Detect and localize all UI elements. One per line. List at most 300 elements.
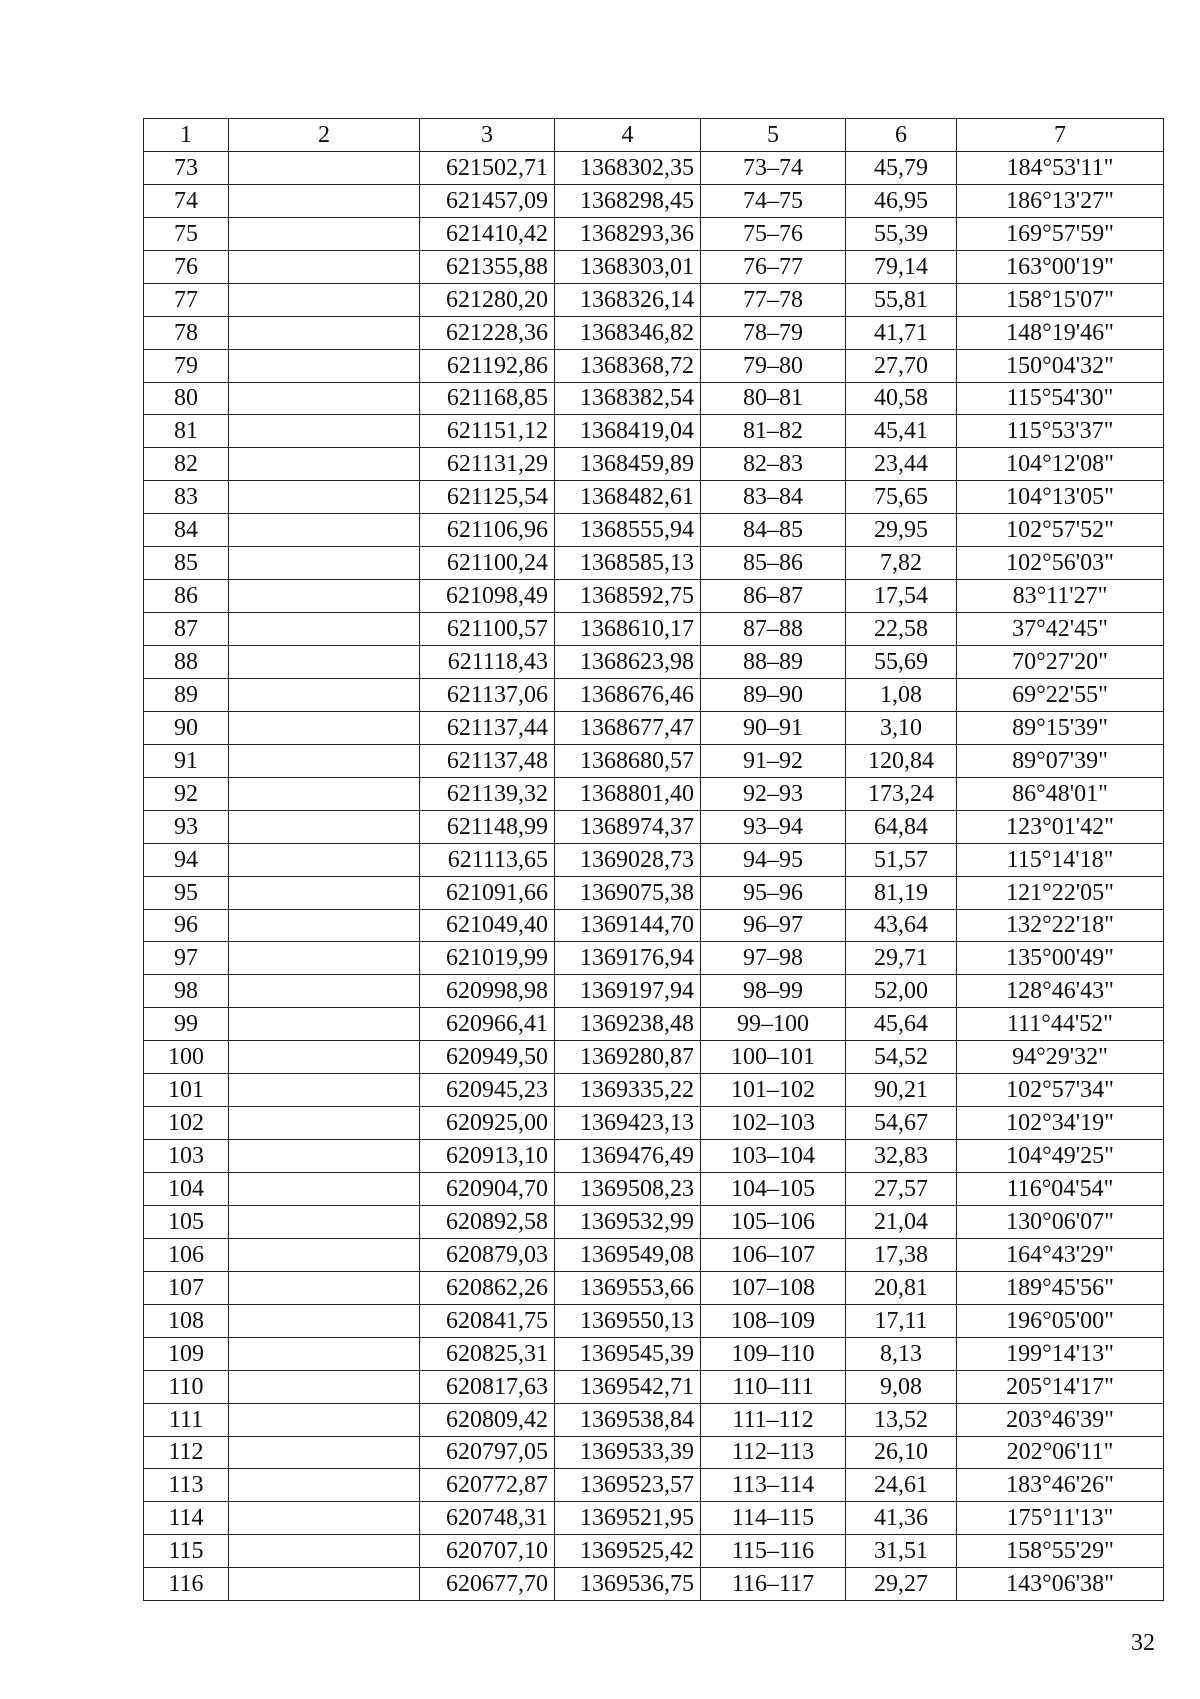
x-coordinate-cell: 620904,70: [420, 1173, 555, 1206]
y-coordinate-cell: 1369521,95: [555, 1502, 701, 1535]
length-cell: 8,13: [846, 1337, 957, 1370]
x-coordinate-cell: 621457,09: [420, 184, 555, 217]
point-number-cell: 101: [144, 1074, 229, 1107]
bearing-cell: 116°04'54": [957, 1173, 1164, 1206]
length-cell: 17,54: [846, 580, 957, 613]
description-cell: [229, 514, 420, 547]
y-coordinate-cell: 1369423,13: [555, 1107, 701, 1140]
length-cell: 29,27: [846, 1568, 957, 1601]
table-row: [144, 349, 1164, 382]
bearing-cell: 70°27'20": [957, 646, 1164, 679]
bearing-cell: 164°43'29": [957, 1238, 1164, 1271]
table-row: [144, 547, 1164, 580]
y-coordinate-cell: 1368459,89: [555, 448, 701, 481]
description-cell: [229, 151, 420, 184]
y-coordinate-cell: 1369476,49: [555, 1140, 701, 1173]
bearing-cell: 102°57'52": [957, 514, 1164, 547]
x-coordinate-cell: 621106,96: [420, 514, 555, 547]
x-coordinate-cell: 621192,86: [420, 349, 555, 382]
point-number-cell: 100: [144, 1041, 229, 1074]
x-coordinate-cell: 621118,43: [420, 646, 555, 679]
y-coordinate-cell: 1368382,54: [555, 382, 701, 415]
description-cell: [229, 547, 420, 580]
segment-cell: 80–81: [701, 382, 846, 415]
y-coordinate-cell: 1369545,39: [555, 1337, 701, 1370]
segment-cell: 99–100: [701, 1008, 846, 1041]
description-cell: [229, 1205, 420, 1238]
point-number-cell: 86: [144, 580, 229, 613]
table-row: [144, 1271, 1164, 1304]
description-cell: [229, 1107, 420, 1140]
segment-cell: 105–106: [701, 1205, 846, 1238]
length-cell: 52,00: [846, 975, 957, 1008]
length-cell: 46,95: [846, 184, 957, 217]
x-coordinate-cell: 620748,31: [420, 1502, 555, 1535]
table-row: [144, 217, 1164, 250]
table-row: [144, 580, 1164, 613]
point-number-cell: 81: [144, 415, 229, 448]
table-row: [144, 1304, 1164, 1337]
length-cell: 54,52: [846, 1041, 957, 1074]
table-row: [144, 678, 1164, 711]
y-coordinate-cell: 1368326,14: [555, 283, 701, 316]
segment-cell: 81–82: [701, 415, 846, 448]
x-coordinate-cell: 620677,70: [420, 1568, 555, 1601]
x-coordinate-cell: 621019,99: [420, 942, 555, 975]
bearing-cell: 121°22'05": [957, 876, 1164, 909]
length-cell: 45,64: [846, 1008, 957, 1041]
table-row: [144, 1436, 1164, 1469]
y-coordinate-cell: 1368610,17: [555, 613, 701, 646]
table-row: [144, 1535, 1164, 1568]
x-coordinate-cell: 620809,42: [420, 1403, 555, 1436]
bearing-cell: 104°12'08": [957, 448, 1164, 481]
point-number-cell: 104: [144, 1173, 229, 1206]
table-row: [144, 1337, 1164, 1370]
point-number-cell: 78: [144, 316, 229, 349]
length-cell: 64,84: [846, 810, 957, 843]
x-coordinate-cell: 620925,00: [420, 1107, 555, 1140]
length-cell: 23,44: [846, 448, 957, 481]
y-coordinate-cell: 1368623,98: [555, 646, 701, 679]
length-cell: 32,83: [846, 1140, 957, 1173]
length-cell: 17,11: [846, 1304, 957, 1337]
segment-cell: 113–114: [701, 1469, 846, 1502]
description-cell: [229, 909, 420, 942]
y-coordinate-cell: 1369523,57: [555, 1469, 701, 1502]
segment-cell: 83–84: [701, 481, 846, 514]
y-coordinate-cell: 1369028,73: [555, 843, 701, 876]
length-cell: 55,81: [846, 283, 957, 316]
segment-cell: 87–88: [701, 613, 846, 646]
table-row: [144, 250, 1164, 283]
y-coordinate-cell: 1369508,23: [555, 1173, 701, 1206]
table-row: [144, 1140, 1164, 1173]
segment-cell: 96–97: [701, 909, 846, 942]
bearing-cell: 115°53'37": [957, 415, 1164, 448]
point-number-cell: 111: [144, 1403, 229, 1436]
bearing-cell: 128°46'43": [957, 975, 1164, 1008]
segment-cell: 79–80: [701, 349, 846, 382]
bearing-cell: 143°06'38": [957, 1568, 1164, 1601]
x-coordinate-cell: 621148,99: [420, 810, 555, 843]
description-cell: [229, 184, 420, 217]
coordinates-table: [143, 118, 1164, 1601]
length-cell: 40,58: [846, 382, 957, 415]
point-number-cell: 102: [144, 1107, 229, 1140]
segment-cell: 91–92: [701, 744, 846, 777]
x-coordinate-cell: 621113,65: [420, 843, 555, 876]
segment-cell: 85–86: [701, 547, 846, 580]
point-number-cell: 103: [144, 1140, 229, 1173]
segment-cell: 109–110: [701, 1337, 846, 1370]
description-cell: [229, 1502, 420, 1535]
bearing-cell: 37°42'45": [957, 613, 1164, 646]
segment-cell: 106–107: [701, 1238, 846, 1271]
description-cell: [229, 646, 420, 679]
table-row: [144, 876, 1164, 909]
y-coordinate-cell: 1369525,42: [555, 1535, 701, 1568]
x-coordinate-cell: 621137,44: [420, 711, 555, 744]
table-row: [144, 711, 1164, 744]
y-coordinate-cell: 1369553,66: [555, 1271, 701, 1304]
table-row: [144, 613, 1164, 646]
segment-cell: 101–102: [701, 1074, 846, 1107]
description-cell: [229, 1140, 420, 1173]
length-cell: 79,14: [846, 250, 957, 283]
point-number-cell: 115: [144, 1535, 229, 1568]
table-row: [144, 975, 1164, 1008]
table-row: [144, 415, 1164, 448]
length-cell: 41,36: [846, 1502, 957, 1535]
description-cell: [229, 1173, 420, 1206]
length-cell: 3,10: [846, 711, 957, 744]
point-number-cell: 96: [144, 909, 229, 942]
point-number-cell: 73: [144, 151, 229, 184]
description-cell: [229, 613, 420, 646]
bearing-cell: 163°00'19": [957, 250, 1164, 283]
y-coordinate-cell: 1369536,75: [555, 1568, 701, 1601]
length-cell: 41,71: [846, 316, 957, 349]
bearing-cell: 86°48'01": [957, 777, 1164, 810]
table-row: [144, 514, 1164, 547]
point-number-cell: 99: [144, 1008, 229, 1041]
bearing-cell: 205°14'17": [957, 1370, 1164, 1403]
y-coordinate-cell: 1369550,13: [555, 1304, 701, 1337]
bearing-cell: 83°11'27": [957, 580, 1164, 613]
bearing-cell: 104°13'05": [957, 481, 1164, 514]
description-cell: [229, 1271, 420, 1304]
segment-cell: 97–98: [701, 942, 846, 975]
table-row: [144, 1403, 1164, 1436]
segment-cell: 88–89: [701, 646, 846, 679]
length-cell: 29,71: [846, 942, 957, 975]
page-number: 32: [1131, 1630, 1155, 1656]
segment-cell: 115–116: [701, 1535, 846, 1568]
bearing-cell: 69°22'55": [957, 678, 1164, 711]
y-coordinate-cell: 1368677,47: [555, 711, 701, 744]
segment-cell: 107–108: [701, 1271, 846, 1304]
x-coordinate-cell: 621228,36: [420, 316, 555, 349]
x-coordinate-cell: 620817,63: [420, 1370, 555, 1403]
point-number-cell: 85: [144, 547, 229, 580]
segment-cell: 94–95: [701, 843, 846, 876]
segment-cell: 116–117: [701, 1568, 846, 1601]
length-cell: 22,58: [846, 613, 957, 646]
y-coordinate-cell: 1368801,40: [555, 777, 701, 810]
y-coordinate-cell: 1369075,38: [555, 876, 701, 909]
segment-cell: 78–79: [701, 316, 846, 349]
length-cell: 75,65: [846, 481, 957, 514]
point-number-cell: 87: [144, 613, 229, 646]
x-coordinate-cell: 621125,54: [420, 481, 555, 514]
x-coordinate-cell: 621137,06: [420, 678, 555, 711]
point-number-cell: 90: [144, 711, 229, 744]
description-cell: [229, 481, 420, 514]
bearing-cell: 130°06'07": [957, 1205, 1164, 1238]
y-coordinate-cell: 1369238,48: [555, 1008, 701, 1041]
description-cell: [229, 942, 420, 975]
y-coordinate-cell: 1369280,87: [555, 1041, 701, 1074]
length-cell: 55,69: [846, 646, 957, 679]
description-cell: [229, 415, 420, 448]
table-row: [144, 1502, 1164, 1535]
length-cell: 43,64: [846, 909, 957, 942]
length-cell: 81,19: [846, 876, 957, 909]
point-number-cell: 93: [144, 810, 229, 843]
bearing-cell: 115°54'30": [957, 382, 1164, 415]
description-cell: [229, 349, 420, 382]
point-number-cell: 107: [144, 1271, 229, 1304]
bearing-cell: 175°11'13": [957, 1502, 1164, 1535]
table-row: [144, 909, 1164, 942]
segment-cell: 103–104: [701, 1140, 846, 1173]
description-cell: [229, 777, 420, 810]
bearing-cell: 94°29'32": [957, 1041, 1164, 1074]
segment-cell: 77–78: [701, 283, 846, 316]
x-coordinate-cell: 620913,10: [420, 1140, 555, 1173]
description-cell: [229, 1337, 420, 1370]
bearing-cell: 104°49'25": [957, 1140, 1164, 1173]
y-coordinate-cell: 1368302,35: [555, 151, 701, 184]
point-number-cell: 83: [144, 481, 229, 514]
bearing-cell: 135°00'49": [957, 942, 1164, 975]
length-cell: 9,08: [846, 1370, 957, 1403]
table-row: [144, 382, 1164, 415]
header-cell: 7: [957, 119, 1164, 152]
y-coordinate-cell: 1368676,46: [555, 678, 701, 711]
table-row: [144, 1074, 1164, 1107]
bearing-cell: 148°19'46": [957, 316, 1164, 349]
description-cell: [229, 448, 420, 481]
length-cell: 120,84: [846, 744, 957, 777]
bearing-cell: 102°34'19": [957, 1107, 1164, 1140]
length-cell: 29,95: [846, 514, 957, 547]
x-coordinate-cell: 621410,42: [420, 217, 555, 250]
point-number-cell: 113: [144, 1469, 229, 1502]
header-cell: 1: [144, 119, 229, 152]
y-coordinate-cell: 1368680,57: [555, 744, 701, 777]
table-row: [144, 448, 1164, 481]
length-cell: 173,24: [846, 777, 957, 810]
description-cell: [229, 711, 420, 744]
length-cell: 17,38: [846, 1238, 957, 1271]
point-number-cell: 97: [144, 942, 229, 975]
segment-cell: 73–74: [701, 151, 846, 184]
point-number-cell: 89: [144, 678, 229, 711]
y-coordinate-cell: 1369532,99: [555, 1205, 701, 1238]
segment-cell: 76–77: [701, 250, 846, 283]
segment-cell: 82–83: [701, 448, 846, 481]
description-cell: [229, 678, 420, 711]
bearing-cell: 184°53'11": [957, 151, 1164, 184]
y-coordinate-cell: 1368585,13: [555, 547, 701, 580]
point-number-cell: 110: [144, 1370, 229, 1403]
length-cell: 21,04: [846, 1205, 957, 1238]
x-coordinate-cell: 621091,66: [420, 876, 555, 909]
bearing-cell: 102°57'34": [957, 1074, 1164, 1107]
header-cell: 6: [846, 119, 957, 152]
bearing-cell: 111°44'52": [957, 1008, 1164, 1041]
point-number-cell: 109: [144, 1337, 229, 1370]
point-number-cell: 108: [144, 1304, 229, 1337]
x-coordinate-cell: 621098,49: [420, 580, 555, 613]
length-cell: 1,08: [846, 678, 957, 711]
description-cell: [229, 1041, 420, 1074]
bearing-cell: 89°07'39": [957, 744, 1164, 777]
y-coordinate-cell: 1368555,94: [555, 514, 701, 547]
x-coordinate-cell: 620879,03: [420, 1238, 555, 1271]
bearing-cell: 89°15'39": [957, 711, 1164, 744]
segment-cell: 75–76: [701, 217, 846, 250]
segment-cell: 100–101: [701, 1041, 846, 1074]
x-coordinate-cell: 621355,88: [420, 250, 555, 283]
length-cell: 24,61: [846, 1469, 957, 1502]
point-number-cell: 80: [144, 382, 229, 415]
x-coordinate-cell: 620862,26: [420, 1271, 555, 1304]
segment-cell: 90–91: [701, 711, 846, 744]
bearing-cell: 158°15'07": [957, 283, 1164, 316]
y-coordinate-cell: 1368346,82: [555, 316, 701, 349]
point-number-cell: 116: [144, 1568, 229, 1601]
point-number-cell: 91: [144, 744, 229, 777]
description-cell: [229, 1008, 420, 1041]
table-row: [144, 316, 1164, 349]
x-coordinate-cell: 620892,58: [420, 1205, 555, 1238]
table-row: [144, 1370, 1164, 1403]
y-coordinate-cell: 1369533,39: [555, 1436, 701, 1469]
x-coordinate-cell: 621280,20: [420, 283, 555, 316]
point-number-cell: 82: [144, 448, 229, 481]
point-number-cell: 74: [144, 184, 229, 217]
y-coordinate-cell: 1369197,94: [555, 975, 701, 1008]
bearing-cell: 123°01'42": [957, 810, 1164, 843]
length-cell: 27,57: [846, 1173, 957, 1206]
table-row: [144, 1173, 1164, 1206]
description-cell: [229, 1403, 420, 1436]
y-coordinate-cell: 1368419,04: [555, 415, 701, 448]
segment-cell: 108–109: [701, 1304, 846, 1337]
description-cell: [229, 744, 420, 777]
description-cell: [229, 580, 420, 613]
description-cell: [229, 1370, 420, 1403]
x-coordinate-cell: 620998,98: [420, 975, 555, 1008]
x-coordinate-cell: 621100,57: [420, 613, 555, 646]
table-row: [144, 184, 1164, 217]
point-number-cell: 94: [144, 843, 229, 876]
y-coordinate-cell: 1368368,72: [555, 349, 701, 382]
y-coordinate-cell: 1369542,71: [555, 1370, 701, 1403]
table-row: [144, 283, 1164, 316]
length-cell: 7,82: [846, 547, 957, 580]
y-coordinate-cell: 1369335,22: [555, 1074, 701, 1107]
table-body: [144, 151, 1164, 1600]
table-row: [144, 777, 1164, 810]
x-coordinate-cell: 620825,31: [420, 1337, 555, 1370]
description-cell: [229, 975, 420, 1008]
bearing-cell: 189°45'56": [957, 1271, 1164, 1304]
point-number-cell: 106: [144, 1238, 229, 1271]
x-coordinate-cell: 621049,40: [420, 909, 555, 942]
point-number-cell: 84: [144, 514, 229, 547]
x-coordinate-cell: 621131,29: [420, 448, 555, 481]
x-coordinate-cell: 621502,71: [420, 151, 555, 184]
segment-cell: 89–90: [701, 678, 846, 711]
header-cell: 3: [420, 119, 555, 152]
segment-cell: 74–75: [701, 184, 846, 217]
length-cell: 26,10: [846, 1436, 957, 1469]
description-cell: [229, 316, 420, 349]
length-cell: 31,51: [846, 1535, 957, 1568]
y-coordinate-cell: 1369144,70: [555, 909, 701, 942]
table-row: [144, 1041, 1164, 1074]
table-row: [144, 1568, 1164, 1601]
description-cell: [229, 1535, 420, 1568]
point-number-cell: 88: [144, 646, 229, 679]
header-cell: 4: [555, 119, 701, 152]
segment-cell: 98–99: [701, 975, 846, 1008]
point-number-cell: 79: [144, 349, 229, 382]
x-coordinate-cell: 621151,12: [420, 415, 555, 448]
bearing-cell: 102°56'03": [957, 547, 1164, 580]
segment-cell: 110–111: [701, 1370, 846, 1403]
bearing-cell: 196°05'00": [957, 1304, 1164, 1337]
description-cell: [229, 1568, 420, 1601]
length-cell: 54,67: [846, 1107, 957, 1140]
point-number-cell: 95: [144, 876, 229, 909]
y-coordinate-cell: 1368482,61: [555, 481, 701, 514]
header-cell: 5: [701, 119, 846, 152]
description-cell: [229, 217, 420, 250]
x-coordinate-cell: 620841,75: [420, 1304, 555, 1337]
bearing-cell: 183°46'26": [957, 1469, 1164, 1502]
length-cell: 20,81: [846, 1271, 957, 1304]
description-cell: [229, 810, 420, 843]
y-coordinate-cell: 1369549,08: [555, 1238, 701, 1271]
segment-cell: 84–85: [701, 514, 846, 547]
point-number-cell: 98: [144, 975, 229, 1008]
header-cell: 2: [229, 119, 420, 152]
length-cell: 45,79: [846, 151, 957, 184]
table-row: [144, 481, 1164, 514]
segment-cell: 111–112: [701, 1403, 846, 1436]
table-header-row: [144, 119, 1164, 152]
description-cell: [229, 1304, 420, 1337]
description-cell: [229, 1074, 420, 1107]
table-row: [144, 810, 1164, 843]
bearing-cell: 169°57'59": [957, 217, 1164, 250]
segment-cell: 112–113: [701, 1436, 846, 1469]
